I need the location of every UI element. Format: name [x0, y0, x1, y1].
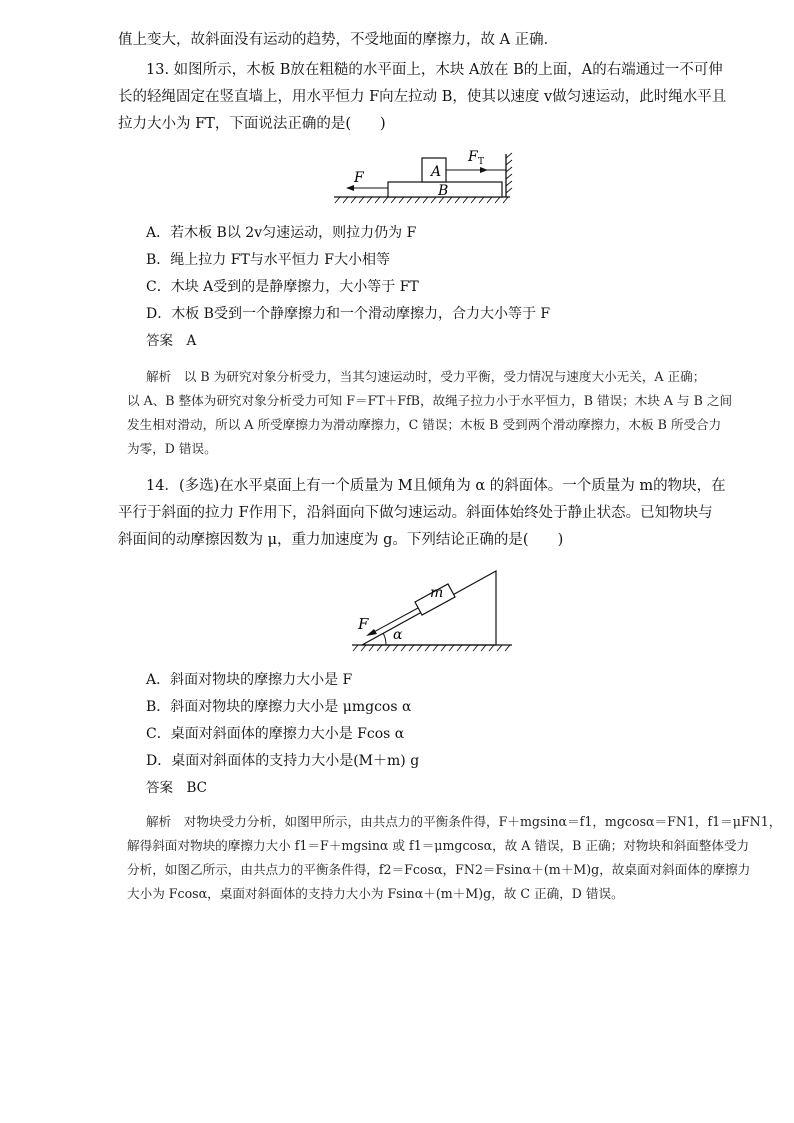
continued-text: 值上变大，故斜面没有运动的趋势，不受地面的摩擦力，故 A 正确．: [118, 32, 559, 48]
q14-stem-line-2: 平行于斜面的拉力 F作用下，沿斜面向下做匀速运动。斜面体始终处于静止状态。已知物块与: [118, 505, 713, 521]
q13-explanation-line-4: 为零，D 错误。: [127, 441, 217, 456]
q14-option-b: B．斜面对物块的摩擦力大小是 μmgcos α: [146, 699, 412, 715]
ground-hatching: [335, 197, 508, 203]
q13-option-a: A．若木板 B以 2v匀速运动，则拉力仍为 F: [146, 225, 417, 241]
q14-option-c: C．桌面对斜面体的摩擦力大小是 Fcos α: [146, 726, 405, 742]
q13-figure: [330, 144, 520, 206]
q14-option-d: D．桌面对斜面体的支持力大小是(M＋m) g: [146, 753, 420, 769]
q14-option-a: A．斜面对物块的摩擦力大小是 F: [146, 672, 353, 688]
label-F: F: [354, 170, 364, 186]
q13-stem-line-1: 13. 如图所示，木板 B放在粗糙的水平面上，木块 A放在 B的上面，A的右端通过一不可伸: [146, 62, 723, 78]
q14-stem-line-1: 14．(多选)在水平桌面上有一个质量为 M且倾角为 α 的斜面体。一个质量为 m的物块，在: [146, 478, 726, 494]
label-B: B: [438, 183, 449, 199]
wall-hatching: [506, 153, 512, 193]
label-A: A: [431, 164, 442, 180]
q13-explanation-line-2: 以 A、B 整体为研究对象分析受力可知 F＝FT＋FfB，故绳子拉力小于水平恒力，B 错误；木块 A 与 B 之间: [127, 393, 733, 408]
label-m: m: [430, 585, 444, 601]
label-F: F: [358, 615, 369, 633]
label-FT-sub: T: [478, 157, 485, 167]
q14-figure: [352, 566, 518, 656]
q14-stem-line-3: 斜面间的动摩擦因数为 μ，重力加速度为 g。下列结论正确的是( ): [118, 532, 564, 548]
force-F-arrowhead: [346, 185, 354, 191]
q14-explanation-line-1: 解析 对物块受力分析，如图甲所示，由共点力的平衡条件得，F＋mgsinα＝f1，mgcosα＝FN1，f1＝μFN1，: [146, 814, 782, 829]
q14-explanation-line-4: 大小为 Fcosα，桌面对斜面体的支持力大小为 Fsinα＋(m＋M)g，故 C 正确，D 错误。: [127, 886, 624, 901]
q13-explanation-line-3: 发生相对滑动，所以 A 所受摩擦力为滑动摩擦力，C 错误；木板 B 受到两个滑动摩擦力，木板 B 所受合力: [127, 417, 722, 432]
q13-explanation-line-1: 解析 以 B 为研究对象分析受力，当其匀速运动时，受力平衡，受力情况与速度大小无关，A 正确；: [146, 369, 706, 384]
q14-answer: 答案 BC: [146, 780, 208, 796]
label-alpha: α: [393, 627, 403, 643]
q13-answer: 答案 A: [146, 333, 197, 349]
q13-stem-line-3: 拉力大小为 FT，下面说法正确的是( ): [118, 116, 386, 132]
q13-option-d: D．木板 B受到一个静摩擦力和一个滑动摩擦力，合力大小等于 F: [146, 306, 551, 322]
angle-arc: [383, 633, 386, 645]
q14-explanation-line-2: 解得斜面对物块的摩擦力大小 f1＝F＋mgsinα 或 f1＝μmgcosα，故 A 错误，B 正确；对物块和斜面整体受力: [127, 838, 750, 853]
label-FT: F: [468, 149, 478, 165]
q13-option-b: B．绳上拉力 FT与水平恒力 F大小相等: [146, 252, 390, 268]
table-hatching: [353, 645, 510, 651]
ft-arrowhead: [480, 167, 488, 173]
q13-option-c: C．木块 A受到的是静摩擦力，大小等于 FT: [146, 279, 419, 295]
q14-explanation-line-3: 分析，如图乙所示，由共点力的平衡条件得，f2＝Fcosα，FN2＝Fsinα＋(m＋M)g，故桌面对斜面体的摩擦力: [127, 862, 751, 877]
q13-stem-line-2: 长的轻绳固定在竖直墙上，用水平恒力 F向左拉动 B，使其以速度 v做匀速运动，此时绳水平且: [118, 89, 727, 105]
